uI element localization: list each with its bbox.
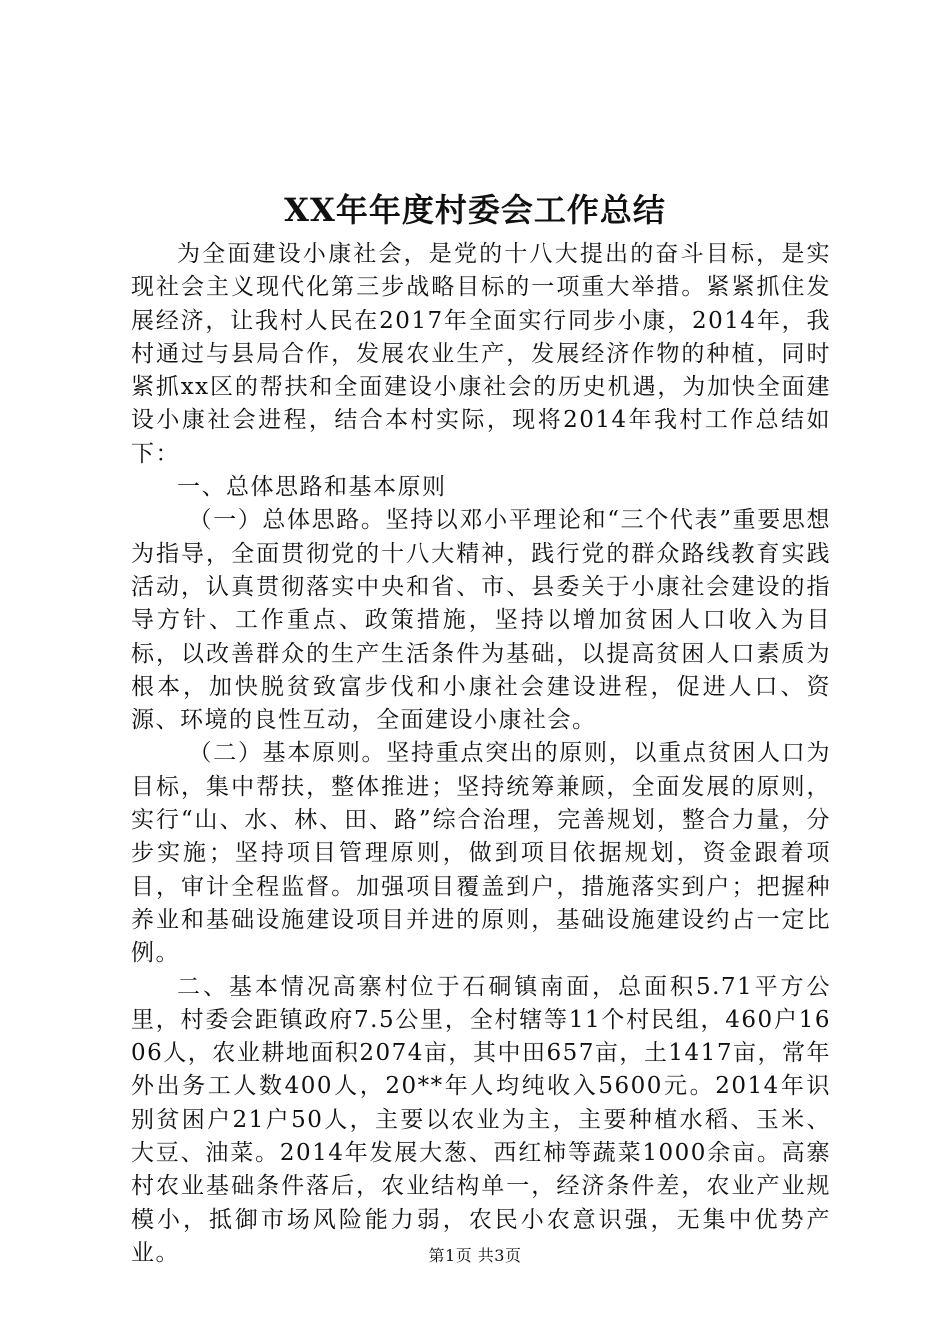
page-number-footer: 第1页 共3页 [428, 1246, 522, 1265]
document-title: XX年年度村委会工作总结 [284, 191, 666, 229]
paragraph-basic-principles: （二）基本原则。坚持重点突出的原则，以重点贫困人口为目标，集中帮扶，整体推进；坚持统筹兼顾，全面发展的原则，实行“山、水、林、田、路”综合治理，完善规划，整合力量，分步实施；坚持项目管理原则，做到项目依据规划，资金跟着项目，审计全程监督。加强项目覆盖到户，措施落实到户；把握种养业和基础设施建设项目并进的原则，基础设施建设约占一定比例。 [131, 740, 831, 967]
paragraph-basic-situation: 二、基本情况高寨村位于石硐镇南面，总面积5.71平方公里，村委会距镇政府7.5公里，全村辖等11个村民组，460户1606人，农业耕地面积2074亩，其中田657亩，土1417亩，常年外出务工人数400人，20**年人均纯收入5600元。2014年识别贫困户21户50人，主要以农业为主，主要种植水稻、玉米、大豆、油菜。2014年发展大葱、西红柿等蔬菜1000余亩。高寨村农业基础条件落后，农业结构单一，经济条件差，农业产业规模小，抵御市场风险能力弱，农民小农意识强，无集中优势产业。 [131, 973, 831, 1266]
section-heading-1: 一、总体思路和基本原则 [177, 474, 447, 501]
document-body [131, 238, 831, 1270]
paragraph-overall-approach: （一）总体思路。坚持以邓小平理论和“三个代表”重要思想为指导，全面贯彻党的十八大精神，践行党的群众路线教育实践活动，认真贯彻落实中央和省、市、县委关于小康社会建设的指导方针、工作重点、政策措施，坚持以增加贫困人口收入为目标，以改善群众的生产生活条件为基础，以提高贫困人口素质为根本，加快脱贫致富步伐和小康社会建设进程，促进人口、资源、环境的良性互动，全面建设小康社会。 [131, 507, 831, 734]
paragraph-intro: 为全面建设小康社会，是党的十八大提出的奋斗目标，是实现社会主义现代化第三步战略目标的一项重大举措。紧紧抓住发展经济，让我村人民在2017年全面实行同步小康，2014年，我村通过与县局合作，发展农业生产，发展经济作物的种植，同时紧抓xx区的帮扶和全面建设小康社会的历史机遇，为加快全面建设小康社会进程，结合本村实际，现将2014年我村工作总结如下： [131, 241, 831, 467]
